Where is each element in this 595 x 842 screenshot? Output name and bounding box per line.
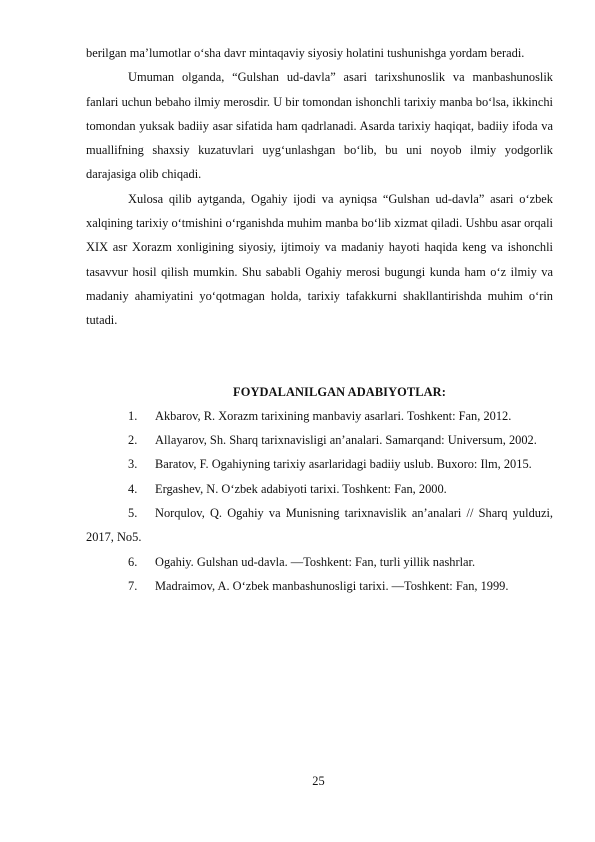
reference-text: Allayarov, Sh. Sharq tarixnavisligi an’analari. Samarqand: Universum, 2002. (155, 433, 537, 448)
reference-item (86, 550, 553, 574)
reference-number: 3. (128, 457, 138, 472)
reference-item (86, 428, 553, 452)
reference-item (86, 477, 553, 501)
references-heading: FOYDALANILGAN ADABIYOTLAR: (233, 384, 446, 399)
paragraph-conclusion: Xulosa qilib aytganda, Ogahiy ijodi va ayniqsa “Gulshan ud-davla” asari o‘zbek xalqining tarixiy o‘tmishini o‘rganishda muhim manba bo‘lib xizmat qiladi. Ushbu asar orqali XIX asr Xorazm xonligining siyosiy, ijtimoiy va madaniy hayoti haqida keng va ishonchli tasavvur hosil qilish mumkin. Shu sababli Ogahiy merosi bugungi kunda ham o‘z ilmiy va madaniy ahamiyatini yo‘qotmagan holda, tarixiy tafakkurni shakllantirishda muhim o‘rin tutadi. (86, 191, 553, 328)
paragraph: Umuman olganda, “Gulshan ud-davla” asari tarixshunoslik va manbashunoslik fanlari uchun bebaho ilmiy merosdir. U bir tomondan ishonchli tarixiy manba bo‘lsa, ikkinchi tomondan yuksak badiiy asar sifatida ham qadrlanadi. Asarda tarixiy haqiqat, badiiy ifoda va muallifning shaxsiy kuzatuvlari uyg‘unlashgan bo‘lib, bu uni noyob ilmiy yodgorlik darajasiga olib chiqadi. (86, 70, 553, 182)
reference-number: 2. (128, 433, 138, 448)
reference-number: 7. (128, 578, 138, 593)
reference-number: 5. (128, 506, 138, 521)
reference-item (86, 574, 553, 598)
references-list (86, 404, 553, 598)
reference-number: 1. (128, 408, 138, 423)
reference-text: Ogahiy. Gulshan ud-davla. —Toshkent: Fan, turli yillik nashrlar. (155, 554, 476, 569)
reference-text: Norqulov, Q. Ogahiy va Munisning tarixnavislik an’analari // Sharq yulduzi, 2017, No5. (86, 506, 553, 545)
reference-text: Baratov, F. Ogahiyning tarixiy asarlaridagi badiiy uslub. Buxoro: Ilm, 2015. (155, 457, 532, 472)
reference-text: Madraimov, A. O‘zbek manbashunosligi tarixi. —Toshkent: Fan, 1999. (155, 578, 509, 593)
reference-number: 6. (128, 554, 138, 569)
reference-text: Akbarov, R. Xorazm tarixining manbaviy asarlari. Toshkent: Fan, 2012. (155, 408, 512, 423)
reference-text: Ergashev, N. O‘zbek adabiyoti tarixi. Toshkent: Fan, 2000. (155, 481, 447, 496)
page-content (86, 41, 553, 598)
reference-item (86, 501, 553, 550)
reference-item (86, 404, 553, 428)
reference-item (86, 452, 553, 476)
paragraph-continuation: berilgan ma’lumotlar o‘sha davr mintaqaviy siyosiy holatini tushunishga yordam beradi. (86, 46, 525, 60)
page-number: 25 (312, 774, 325, 788)
reference-number: 4. (128, 481, 138, 496)
